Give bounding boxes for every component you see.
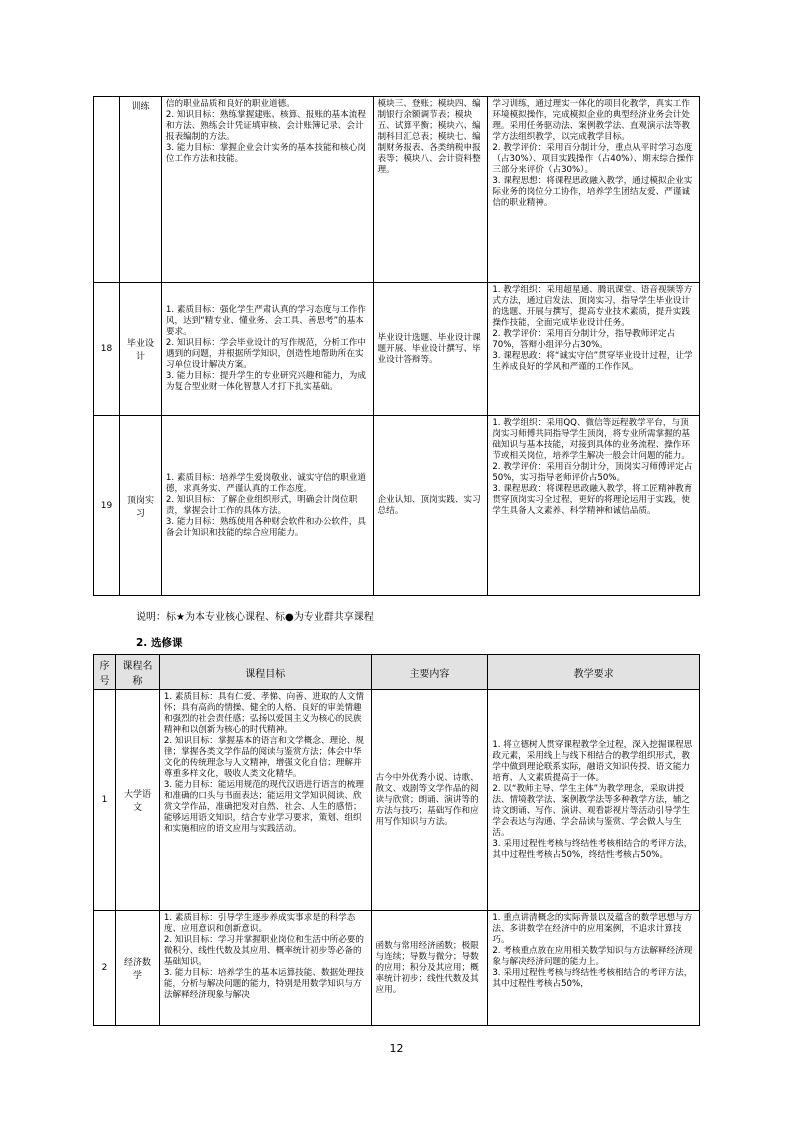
- course-name: 毕业设计: [119, 283, 161, 416]
- course-content: 函数与常用经济函数；极限与连续；导数与微分；导数的应用；积分及其应用；概率统计初步；线性代数及其应用。: [371, 911, 488, 1026]
- course-goals: 1. 素质目标：引导学生逐步养成实事求是的科学态度、应用意识和创新意识。 2. 知识目标：学习并掌握职业岗位和生活中所必要的微积分、线性代数及其应用、概率统计初步等必备的基础知识。 3. 能力目标：培养学生的基本运算技能、数据处理技能，分析与解决问题的能力，特别是用数学知识与方法解释经济现象与解决: [159, 911, 371, 1026]
- row-number: 1: [94, 690, 116, 911]
- row-number: 18: [94, 283, 120, 416]
- course-goals: 1. 素质目标：具有仁爱、孝悌、向善、进取的人文情怀；具有高尚的情操、健全的人格、良好的审美情趣和强烈的社会责任感；弘扬以爱国主义为核心的民族精神和以创新为核心的时代精神。 2. 知识目标：掌握基本的语言和文学概念、理论、规律；掌握各类文学作品的阅读与鉴赏方法；体会中华文化的传统理念与人文精神，增强文化自信；理解并尊重多样文化，吸收人类文化精华。 3. 能力目标：能运用规范的现代汉语进行语言的梳理和准确的口头与书面表达；能运用文学知识阅读、欣赏文学作品，准确把发对自然、社会、人生的感悟；能够运用语文知识，结合专业学习要求，策划、组织和实施相应的语文应用与实践活动。: [159, 690, 371, 911]
- course-goals: 信的职业品质和良好的职业道德。 2. 知识目标：熟练掌握建账、核算、报账的基本流程和方法、熟练会计凭证填审核、会计账簿记录、会计报表编制的方法。 3. 能力目标：掌握企业会计实务的基本技能和核心岗位工作方法和技能。: [161, 97, 373, 283]
- header-content: 主要内容: [371, 655, 488, 690]
- course-content: 企业认知、顶岗实践、实习总结。: [373, 416, 488, 596]
- required-courses-table-continued: [93, 96, 700, 596]
- course-content: 模块三、登账；模块四、编制银行余额调节表；模块五、试算平衡；模块六、编制科目汇总表；模块七、编制财务报表、各类纳税申报表等；模块八、会计资料整理。: [373, 97, 488, 283]
- header-name: 课程名称: [115, 655, 159, 690]
- course-content: 古今中外优秀小说、诗歌、散文、戏剧等文学作品的阅读与欣赏；朗诵、演讲等的方法与技巧；基础写作和应用写作知识与方法。: [371, 690, 488, 911]
- header-requirements: 教学要求: [488, 655, 700, 690]
- course-name: 训练: [119, 97, 161, 283]
- teaching-requirements: 学习训练，通过理实一体化的项目化教学，真实工作环境模拟操作，完成模拟企业的典型经济业务会计处理。采用任务驱动法、案例教学法、直观演示法等教学方法组织教学，以完成教学目标。 2. 教学评价：采用百分制计分，重点从平时学习态度（占30%）、项目实践操作（占40%）、期末综合操作三部分来评价（占30%）。 3. 课程思想：将课程思政融入教学，通过模拟企业实际业务的岗位分工协作，培养学生团结友爱、严谨诚信的职业精神。: [488, 97, 700, 283]
- table-row: [94, 690, 700, 911]
- course-goals: 1. 素质目标：强化学生严肃认真的学习态度与工作作风，达到“精专业、懂业务、会工具、善思考”的基本要求。 2. 知识目标：学会毕业设计的写作规范，分析工作中遇到的问题，并根据所学知识，创造性地帮助所在实习单位设计解决方案。 3. 能力目标：提升学生的专业研究兴趣和能力，为成为复合型业财一体化智慧人才打下扎实基础。: [161, 283, 373, 416]
- course-goals: 1. 素质目标：培养学生爱岗敬业、诚实守信的职业道德，求真务实、严谨认真的工作态度。 2. 知识目标：了解企业组织形式，明确会计岗位职责，掌握会计工作的具体方法。 3. 能力目标：熟练使用各种财会软件和办公软件，具备会计知识和技能的综合应用能力。: [161, 416, 373, 596]
- row-number: 19: [94, 416, 120, 596]
- legend-note: 说明：标★为本专业核心课程、标●为专业群共享课程: [136, 612, 374, 623]
- elective-courses-table: [93, 654, 700, 1026]
- table-row: [94, 97, 700, 283]
- header-goals: 课程目标: [159, 655, 371, 690]
- table-row: [94, 911, 700, 1026]
- teaching-requirements: 1. 教学组织：采用超星通、腾讯课堂、语音视频等方式方法，通过启发法、顶岗实习，指导学生毕业设计的选题、开展与撰写，提高专业技术素质，提升实践操作技能，全面完成毕业设计任务。 2. 教学评价：采用百分制计分，指导教师评定占70%，答辩小组评分占30%。 3. 课程思政：将“诚实守信”贯穿毕业设计过程，让学生养成良好的学风和严谨的工作作风。: [488, 283, 700, 416]
- teaching-requirements: 1. 将立德树人贯穿课程教学全过程，深入挖掘课程思政元素，采用线上与线下相结合的教学组织形式，教学中做到理论联系实际，融语文知识传授、语文能力培育、人文素质提高于一体。 2. 以“教师主导、学生主体”为教学理念，采取讲授法、情境教学法、案例教学法等多种教学方法，辅之诗文朗诵、写作、演讲、观看影视片等活动引导学生学会表达与沟通、学会品读与鉴赏、学会做人与生活。 3. 采用过程性考核与终结性考核相结合的考评方法，其中过程性考核占50%，终结性考核占50%。: [488, 690, 700, 911]
- course-name: 顶岗实习: [119, 416, 161, 596]
- teaching-requirements: 1. 重点讲清概念的实际背景以及蕴含的数学思想与方法、多讲数学在经济中的应用案例，不追求计算技巧。 2. 考核重点放在应用相关数学知识与方法解释经济现象与解决经济问题的能力上。 3. 采用过程性考核与终结性考核相结合的考评方法，其中过程性考核占50%，: [488, 911, 700, 1026]
- teaching-requirements: 1. 教学组织：采用QQ、微信等远程教学平台，与顶岗实习师傅共同指导学生顶岗，将专业所需掌握的基础知识与基本技能，对接到具体的业务流程、操作环节或相关岗位，培养学生解决一般会计问题的能力。 2. 教学评价：采用百分制计分，顶岗实习师傅评定占50%，实习指导老师评价占50%。 3. 课程思政：将课程思政融入教学，将工匠精神教育贯穿顶岗实习全过程，更好的将理论运用于实践，使学生具备人文素养、科学精神和诚信品质。: [488, 416, 700, 596]
- table-row: [94, 283, 700, 416]
- course-content: 毕业设计选题、毕业设计课题开展、毕业设计撰写、毕业设计答辩等。: [373, 283, 488, 416]
- table-header-row: [94, 655, 700, 690]
- row-number: 2: [94, 911, 116, 1026]
- row-number: [94, 97, 120, 283]
- page-number: 12: [389, 1042, 404, 1055]
- course-name: 大学语文: [115, 690, 159, 911]
- section-title: 2. 选修课: [136, 637, 183, 649]
- course-name: 经济数学: [115, 911, 159, 1026]
- table-row: [94, 416, 700, 596]
- header-num: 序号: [94, 655, 116, 690]
